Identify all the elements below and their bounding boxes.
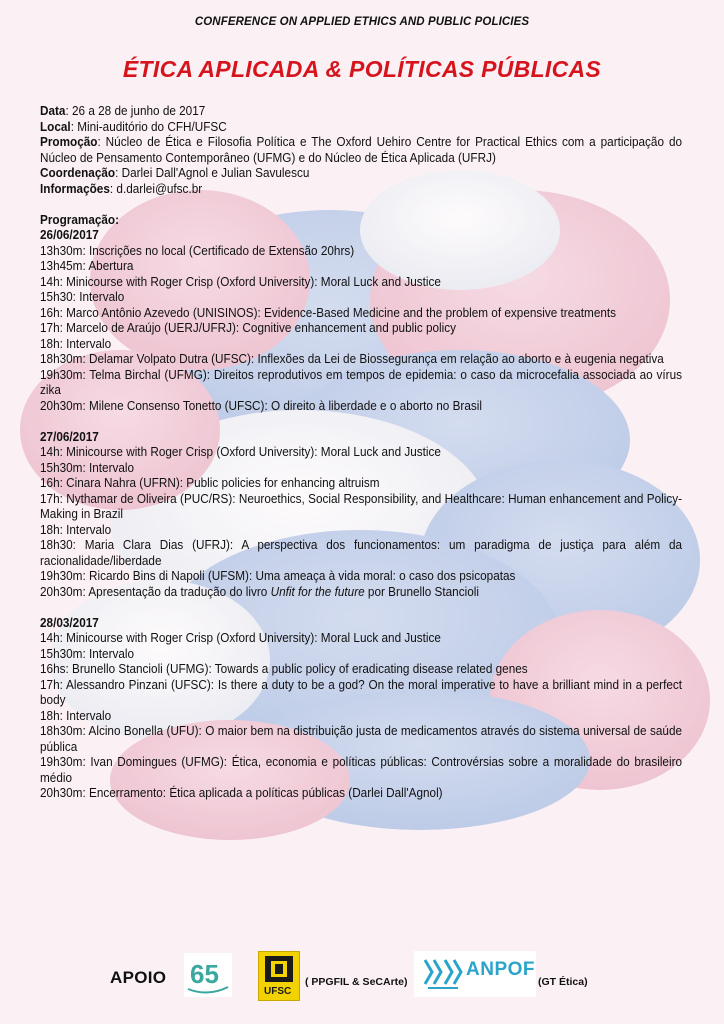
programacao-heading: Programação: — [40, 212, 120, 227]
info-email[interactable]: : d.darlei@ufsc.br — [109, 181, 203, 196]
day3-date: 28/03/2017 — [40, 615, 99, 630]
info-promocao-value: : Núcleo de Ética e Filosofia Política e The Oxford Uehiro Centre for Practical Ethics com a participação do Núcleo de Pensamento Contemporâneo (UFMG) e do Núcleo de Ética Aplicada (UFRJ) — [40, 135, 683, 165]
apoio-label: APOIO — [110, 968, 167, 987]
list-item: 19h30m: Ricardo Bins di Napoli (UFSM): Uma ameaça à vida moral: o caso dos psicopatas — [40, 569, 516, 583]
info-data — [40, 104, 682, 120]
ufsc-crest-icon — [259, 952, 299, 1000]
list-item: 18h: Intervalo — [40, 522, 112, 537]
info-promocao — [40, 135, 682, 166]
list-item: 16h: Marco Antônio Azevedo (UNISINOS): Evidence-Based Medicine and the problem of expensive treatments — [40, 305, 617, 320]
book-prefix: 20h30m: Apresentação da tradução do livro — [40, 584, 271, 599]
list-item: 17h: Nythamar de Oliveira (PUC/RS): Neuroethics, Social Responsibility, and Healthcare: Human enhancement and Policy-Making in Brazil — [40, 491, 683, 521]
65-anos-logo-icon — [184, 953, 232, 997]
info-coordenacao — [40, 166, 682, 182]
conference-subtitle: CONFERENCE ON APPLIED ETHICS AND PUBLIC POLICIES — [194, 16, 530, 28]
program-body — [40, 104, 682, 802]
list-item: 15h30m: Intervalo — [40, 646, 135, 661]
info-informacoes — [40, 182, 682, 198]
list-item: 18h: Intervalo — [40, 708, 112, 723]
list-item: 15h30: Intervalo — [40, 290, 125, 304]
ppgfil-label: ( PPGFIL & SeCArte) — [305, 976, 408, 988]
day1-date: 26/06/2017 — [40, 228, 99, 242]
info-informacoes-label: Informações — [40, 181, 110, 196]
book-title: Unfit for the future — [270, 584, 365, 599]
list-item: 18h30: Maria Clara Dias (UFRJ): A perspectiva dos funcionamentos: um paradigma de justiça para além da racionalidade/liberdade — [40, 538, 683, 568]
list-item: 14h: Minicourse with Roger Crisp (Oxford University): Moral Luck and Justice — [40, 274, 441, 289]
info-data-label: Data — [40, 104, 66, 118]
list-item: 18h: Intervalo — [40, 336, 112, 351]
list-item: 15h30m: Intervalo — [40, 460, 135, 475]
logo-65-text: 65 — [190, 959, 219, 989]
list-item — [40, 585, 682, 601]
gt-etica-label: (GT Ética) — [538, 976, 588, 988]
ufsc-logo-text: UFSC — [264, 986, 292, 997]
info-coordenacao-label: Coordenação — [40, 166, 116, 180]
list-item: 16h: Cinara Nahra (UFRN): Public policies for enhancing altruism — [40, 476, 380, 490]
list-item: 14h: Minicourse with Roger Crisp (Oxford University): Moral Luck and Justice — [40, 445, 441, 459]
info-local-label: Local — [40, 119, 71, 134]
list-item: 20h30m: Milene Consenso Tonetto (UFSC): O direito à liberdade e o aborto no Brasil — [40, 398, 482, 413]
list-item: 20h30m: Encerramento: Ética aplicada a políticas públicas (Darlei Dall'Agnol) — [40, 786, 443, 800]
anpof-mark-icon — [422, 954, 464, 992]
list-item: 17h: Marcelo de Araújo (UERJ/UFRJ): Cognitive enhancement and public policy — [40, 321, 457, 335]
list-item: 16hs: Brunello Stancioli (UFMG): Towards a public policy of eradicating disease related genes — [40, 662, 528, 676]
programacao-label: Programação — [40, 212, 116, 227]
list-item: 19h30m: Telma Birchal (UFMG): Direitos reprodutivos em tempos de epidemia: o caso da microcefalia associada ao vírus zika — [40, 367, 683, 397]
ufsc-logo — [258, 951, 300, 1001]
info-coordenacao-value: : Darlei Dall'Agnol e Julian Savulescu — [115, 166, 310, 180]
day2-date: 27/06/2017 — [40, 429, 99, 444]
list-item: 19h30m: Ivan Domingues (UFMG): Ética, economia e políticas públicas: Controvérsias sobre a moralidade do brasileiro médio — [40, 755, 683, 785]
info-local-value: : Mini-auditório do CFH/UFSC — [70, 119, 227, 134]
list-item: 13h45m: Abertura — [40, 259, 134, 273]
page-title: ÉTICA APLICADA & POLÍTICAS PÚBLICAS — [122, 56, 602, 82]
sponsors-footer — [0, 950, 724, 1010]
list-item: 18h30m: Alcino Bonella (UFU): O maior bem na distribuição justa de medicamentos através do sistema universal de saúde pública — [40, 724, 683, 754]
list-item: 17h: Alessandro Pinzani (UFSC): Is there a duty to be a god? On the moral imperative to have a brilliant mind in a perfect body — [40, 677, 683, 707]
info-local — [40, 120, 682, 136]
info-data-value: : 26 a 28 de junho de 2017 — [65, 104, 206, 118]
book-suffix: por Brunello Stancioli — [364, 584, 479, 599]
list-item: 18h30m: Delamar Volpato Dutra (UFSC): Inflexões da Lei de Biossegurança em relação ao aborto e à eugenia negativa — [40, 352, 664, 366]
anpof-logo-text: ANPOF — [466, 959, 535, 980]
info-promocao-label: Promoção — [40, 135, 98, 149]
list-item: 13h30m: Inscrições no local (Certificado de Extensão 20hrs) — [40, 243, 355, 258]
list-item: 14h: Minicourse with Roger Crisp (Oxford University): Moral Luck and Justice — [40, 631, 441, 645]
